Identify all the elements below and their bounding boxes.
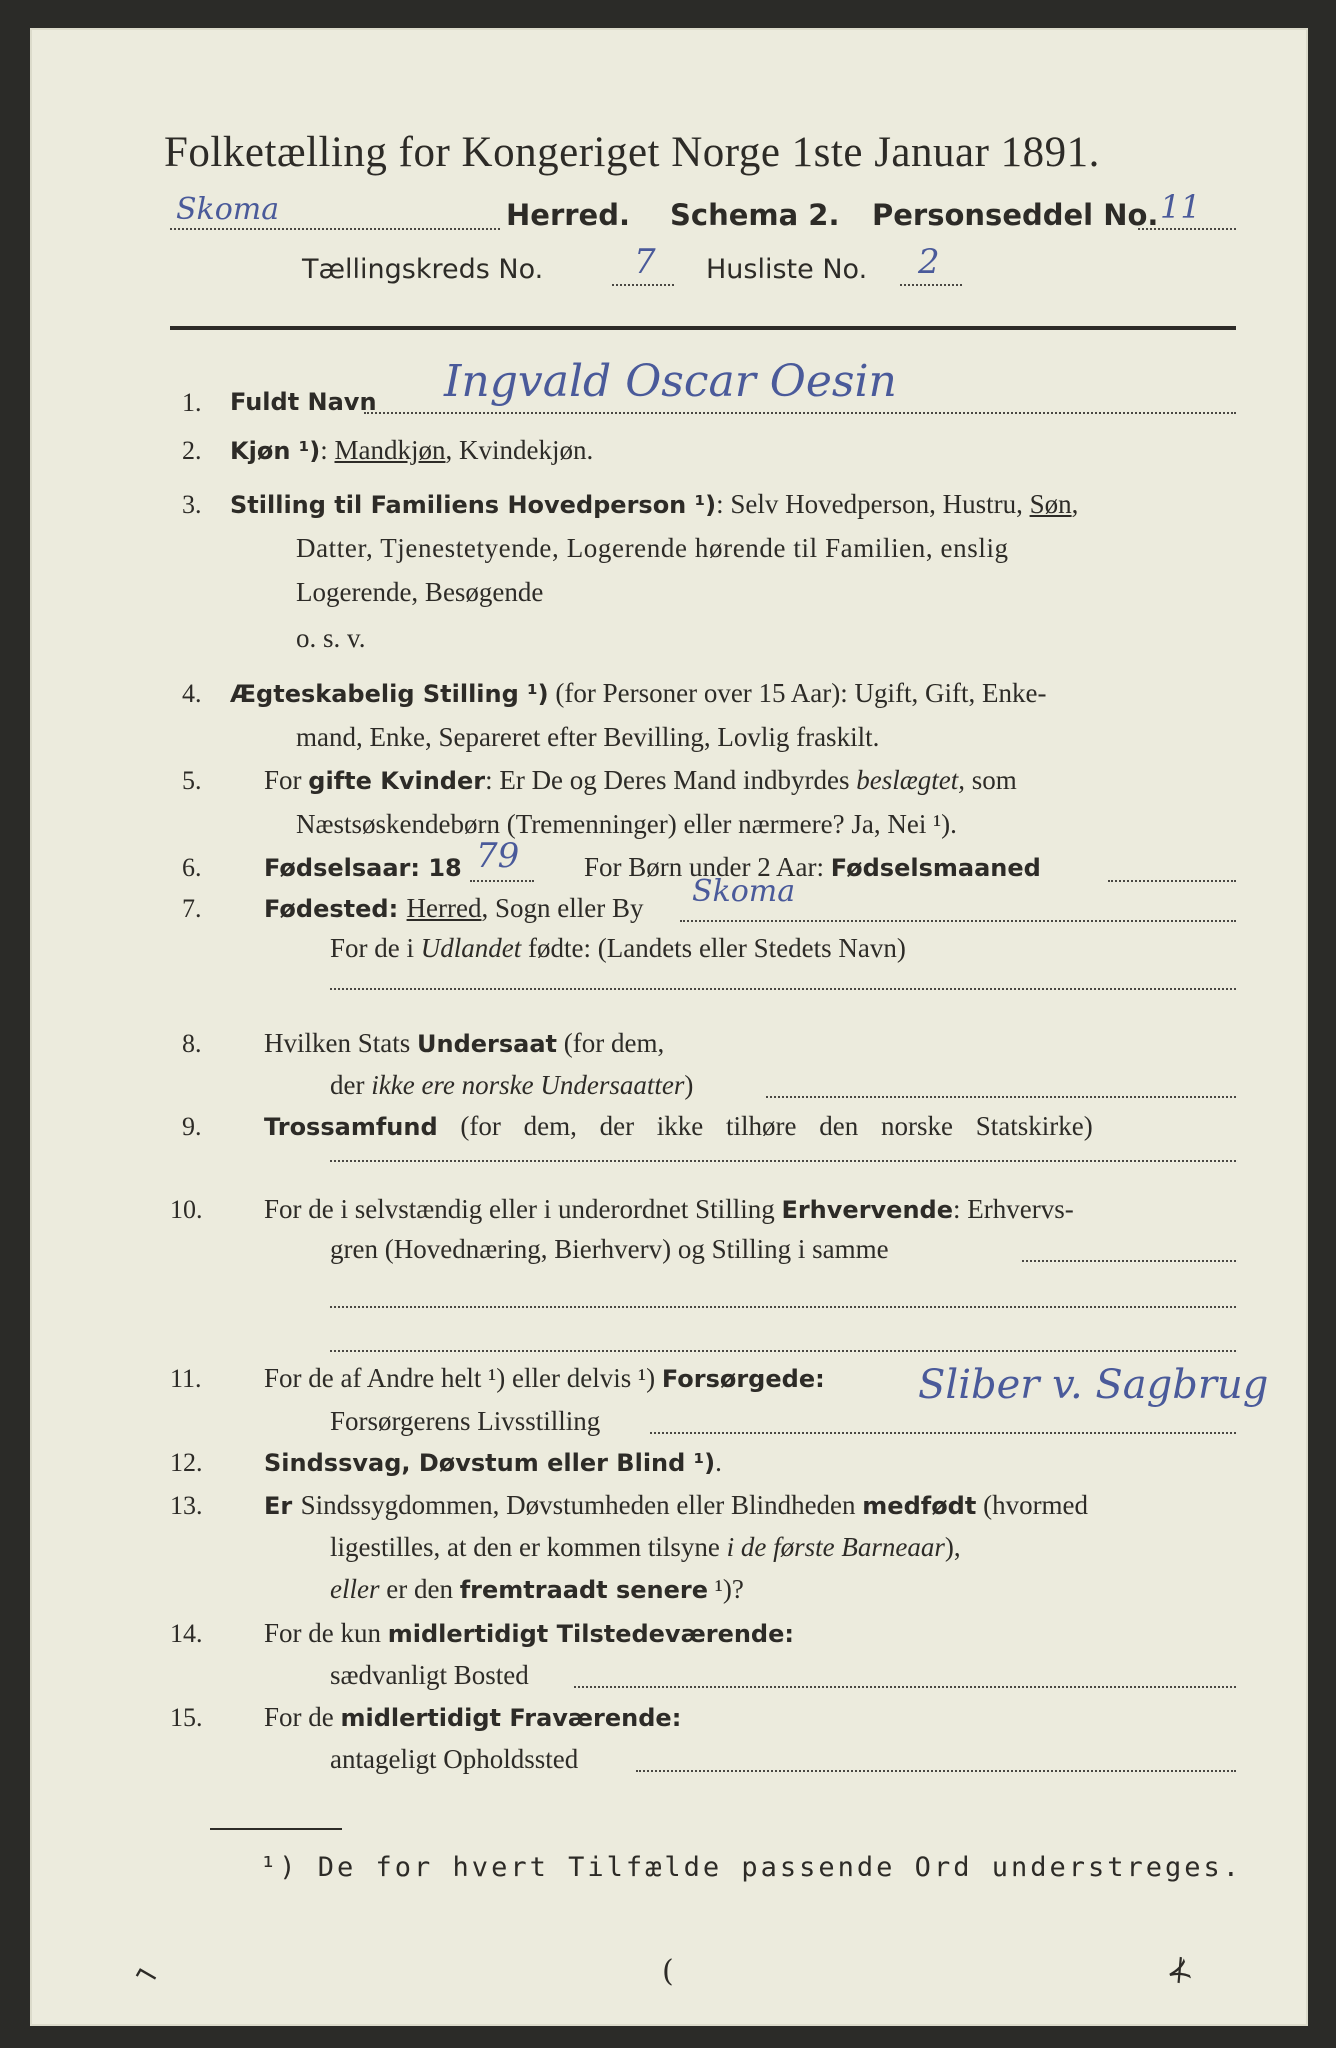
citizenship-der: der (330, 1070, 372, 1100)
congenital-hvormed: (hvormed (976, 1490, 1089, 1520)
item-number: 6. (182, 853, 202, 882)
congenital-q: ¹)? (708, 1574, 744, 1604)
birth-month-line (1108, 880, 1236, 882)
birth-month-label (584, 852, 1041, 883)
disability-post: . (715, 1447, 722, 1477)
religion-text: (for dem, der ikke tilhøre den norske Statskirke) (437, 1111, 1093, 1141)
marital-text-1: (for Personer over 15 Aar): Ugift, Gift, Enke- (548, 678, 1047, 708)
gender-separator: , (445, 435, 459, 465)
provider-pre: For de af Andre helt ¹) eller delvis ¹) (264, 1363, 662, 1393)
citizenship-blank (766, 1096, 1236, 1098)
usual-residence-line (574, 1686, 1236, 1688)
married-women-text: : Er De og Deres Mand indbyrdes (485, 765, 857, 795)
item-label: Fuldt Navn (230, 388, 377, 416)
probable-stay-line (636, 1770, 1236, 1772)
disability-label: Sindssvag, Døvstum eller Blind ¹) (264, 1449, 716, 1477)
congenital-childhood: i de første Barneaar (726, 1532, 945, 1562)
gender-label: Kjøn ¹) (230, 437, 321, 465)
citizenship-line-1 (264, 1028, 664, 1059)
birth-year-label: Fødselsaar: 18 (264, 854, 462, 882)
married-women-line-2: Næstsøskendebørn (Tremenninger) eller nærmere? Ja, Nei ¹). (296, 809, 957, 839)
congenital-er-den: er den (379, 1574, 460, 1604)
gender-option-female: Kvindekjøn. (459, 435, 594, 465)
item-number: 15. (170, 1703, 203, 1732)
occupation-blank-2 (330, 1350, 1236, 1352)
citizenship-label: Undersaat (417, 1030, 558, 1058)
item-number: 7. (182, 894, 202, 923)
personseddel-value: 11 (1160, 188, 1201, 226)
temp-absent-line (264, 1702, 681, 1733)
religion-line (264, 1111, 1093, 1142)
married-women-line-1 (264, 765, 1017, 796)
item-number: 2. (182, 436, 202, 465)
personseddel-line (1138, 228, 1236, 230)
temp-present-line (264, 1618, 794, 1649)
marital-label: Ægteskabelig Stilling ¹) (230, 680, 549, 708)
citizenship-line-2 (330, 1070, 693, 1101)
position-line-4: o. s. v. (296, 623, 366, 653)
under-two-text: For Børn under 2 Aar: (584, 852, 831, 882)
marital-line-2: mand, Enke, Separeret efter Bevilling, Lovlig fraskilt. (296, 722, 880, 752)
item-number: 14. (170, 1619, 203, 1648)
temp-absent-pre: For de (264, 1702, 341, 1732)
occupation-line-2: gren (Hovednæring, Bierhverv) og Stilling i samme (330, 1234, 889, 1264)
religion-blank (330, 1160, 1236, 1162)
corner-mark-center: ( (662, 1954, 674, 1989)
foreign-birthplace-line (330, 933, 906, 964)
provider-line-1 (264, 1363, 825, 1394)
corner-mark-left: ⌐ (126, 1954, 167, 1997)
position-label: Stilling til Familiens Hovedperson ¹) (230, 491, 717, 519)
position-option-son: Søn (1029, 489, 1072, 519)
full-name-value: Ingvald Oscar Oesin (444, 356, 897, 407)
birthplace-line-1 (264, 893, 644, 924)
position-line-3: Logerende, Besøgende (296, 577, 544, 607)
congenital-line-3 (330, 1574, 744, 1605)
occupation-post: : Erhvervs- (953, 1194, 1074, 1224)
gender-option-male: Mandkjøn (334, 435, 446, 465)
census-form-page (30, 28, 1308, 2026)
religion-label: Trossamfund (264, 1113, 438, 1141)
position-line-1 (230, 489, 1078, 520)
citizenship-pre: Hvilken Stats (264, 1028, 417, 1058)
birth-year-value: 79 (476, 836, 520, 876)
position-options-1: : Selv Hovedperson, Hustru, (716, 489, 1030, 519)
foreign-udlandet: Udlandet (420, 933, 522, 963)
birthplace-label: Fødested: (264, 895, 407, 923)
congenital-text: Sindssygdommen, Døvstumheden eller Blindheden (300, 1490, 863, 1520)
usual-residence-label: sædvanligt Bosted (330, 1660, 529, 1690)
footnote: ¹) De for hvert Tilfælde passende Ord understreges. (260, 1852, 1243, 1883)
birthplace-options: , Sogn eller By (481, 893, 644, 923)
marital-line-1 (230, 678, 1046, 709)
temp-present-label: midlertidigt Tilstedeværende: (387, 1620, 794, 1648)
foreign-post: fødte: (Landets eller Stedets Navn) (521, 933, 906, 963)
position-comma: , (1071, 489, 1079, 519)
footnote-rule (210, 1828, 342, 1830)
married-women-pre: For (264, 765, 309, 795)
temp-absent-label: midlertidigt Fraværende: (340, 1704, 682, 1732)
position-line-2: Datter, Tjenestetyende, Logerende hørende til Familien, enslig (296, 533, 1009, 563)
herred-label: Herred. (506, 198, 630, 232)
congenital-line-2 (330, 1532, 961, 1563)
gender-line (230, 435, 593, 466)
occupation-line (1022, 1260, 1236, 1262)
congenital-senere: fremtraadt senere (459, 1576, 709, 1604)
temp-present-pre: For de kun (264, 1618, 388, 1648)
item-number: 13. (170, 1491, 203, 1520)
item-number: 5. (182, 766, 202, 795)
probable-stay-label: antageligt Opholdssted (330, 1744, 579, 1774)
congenital-medfodt: medfødt (862, 1492, 977, 1520)
item-number: 1. (182, 388, 202, 417)
occupation-pre: For de i selvstændig eller i underordnet Stilling (264, 1194, 782, 1224)
birthplace-line (680, 920, 1236, 922)
occupation-blank-1 (330, 1306, 1236, 1308)
form-title: Folketælling for Kongeriget Norge 1ste Januar 1891. (164, 129, 1100, 176)
taellingskreds-label: Tællingskreds No. (302, 254, 544, 285)
item-number: 10. (170, 1195, 203, 1224)
congenital-close: ), (944, 1532, 961, 1562)
item-number: 4. (182, 679, 202, 708)
husliste-line (900, 284, 962, 286)
item-number: 11. (170, 1364, 202, 1393)
citizenship-italic: ikke ere norske Undersaatter (371, 1070, 685, 1100)
herred-value: Skoma (176, 192, 280, 227)
married-women-related: beslægtet, (856, 765, 965, 795)
personseddel-label: Personseddel No. (872, 198, 1159, 232)
congenital-eller: eller (330, 1574, 380, 1604)
item-number: 3. (182, 490, 202, 519)
item-number: 9. (182, 1112, 202, 1141)
schema-label: Schema 2. (670, 198, 840, 232)
congenital-er: Er (264, 1492, 301, 1520)
citizenship-text: (for dem, (557, 1028, 665, 1058)
husliste-value: 2 (918, 242, 940, 282)
header-rule (170, 326, 1236, 330)
item-number: 12. (170, 1448, 203, 1477)
married-women-label: gifte Kvinder (308, 767, 486, 795)
citizenship-close: ) (684, 1070, 694, 1100)
item-number: 8. (182, 1029, 202, 1058)
birthplace-value: Skoma (692, 874, 796, 909)
full-name-line (364, 412, 1236, 414)
taellingskreds-line (612, 284, 674, 286)
birth-year-line (470, 880, 534, 882)
occupation-line-1 (264, 1194, 1074, 1225)
occupation-label: Erhvervende (781, 1196, 953, 1224)
herred-line (170, 228, 500, 230)
provider-occupation-line (650, 1432, 1236, 1434)
foreign-birthplace-blank (330, 988, 1236, 990)
birthplace-option-herred: Herred (406, 893, 482, 923)
congenital-line-1 (264, 1490, 1088, 1521)
disability-line (264, 1447, 722, 1478)
provider-occupation-value: Sliber v. Sagbrug (918, 1362, 1269, 1408)
provider-occupation-label: Forsørgerens Livsstilling (330, 1406, 601, 1436)
congenital-ligestilles: ligestilles, at den er kommen tilsyne (330, 1532, 727, 1562)
provider-label: Forsørgede: (661, 1365, 825, 1393)
birth-month-bold: Fødselsmaaned (830, 854, 1041, 882)
gender-colon: : (320, 435, 335, 465)
married-women-som: som (965, 765, 1017, 795)
foreign-pre: For de i (330, 933, 421, 963)
taellingskreds-value: 7 (634, 242, 656, 282)
husliste-label: Husliste No. (706, 254, 868, 285)
corner-mark-right: ⊀ (1160, 1950, 1197, 1993)
